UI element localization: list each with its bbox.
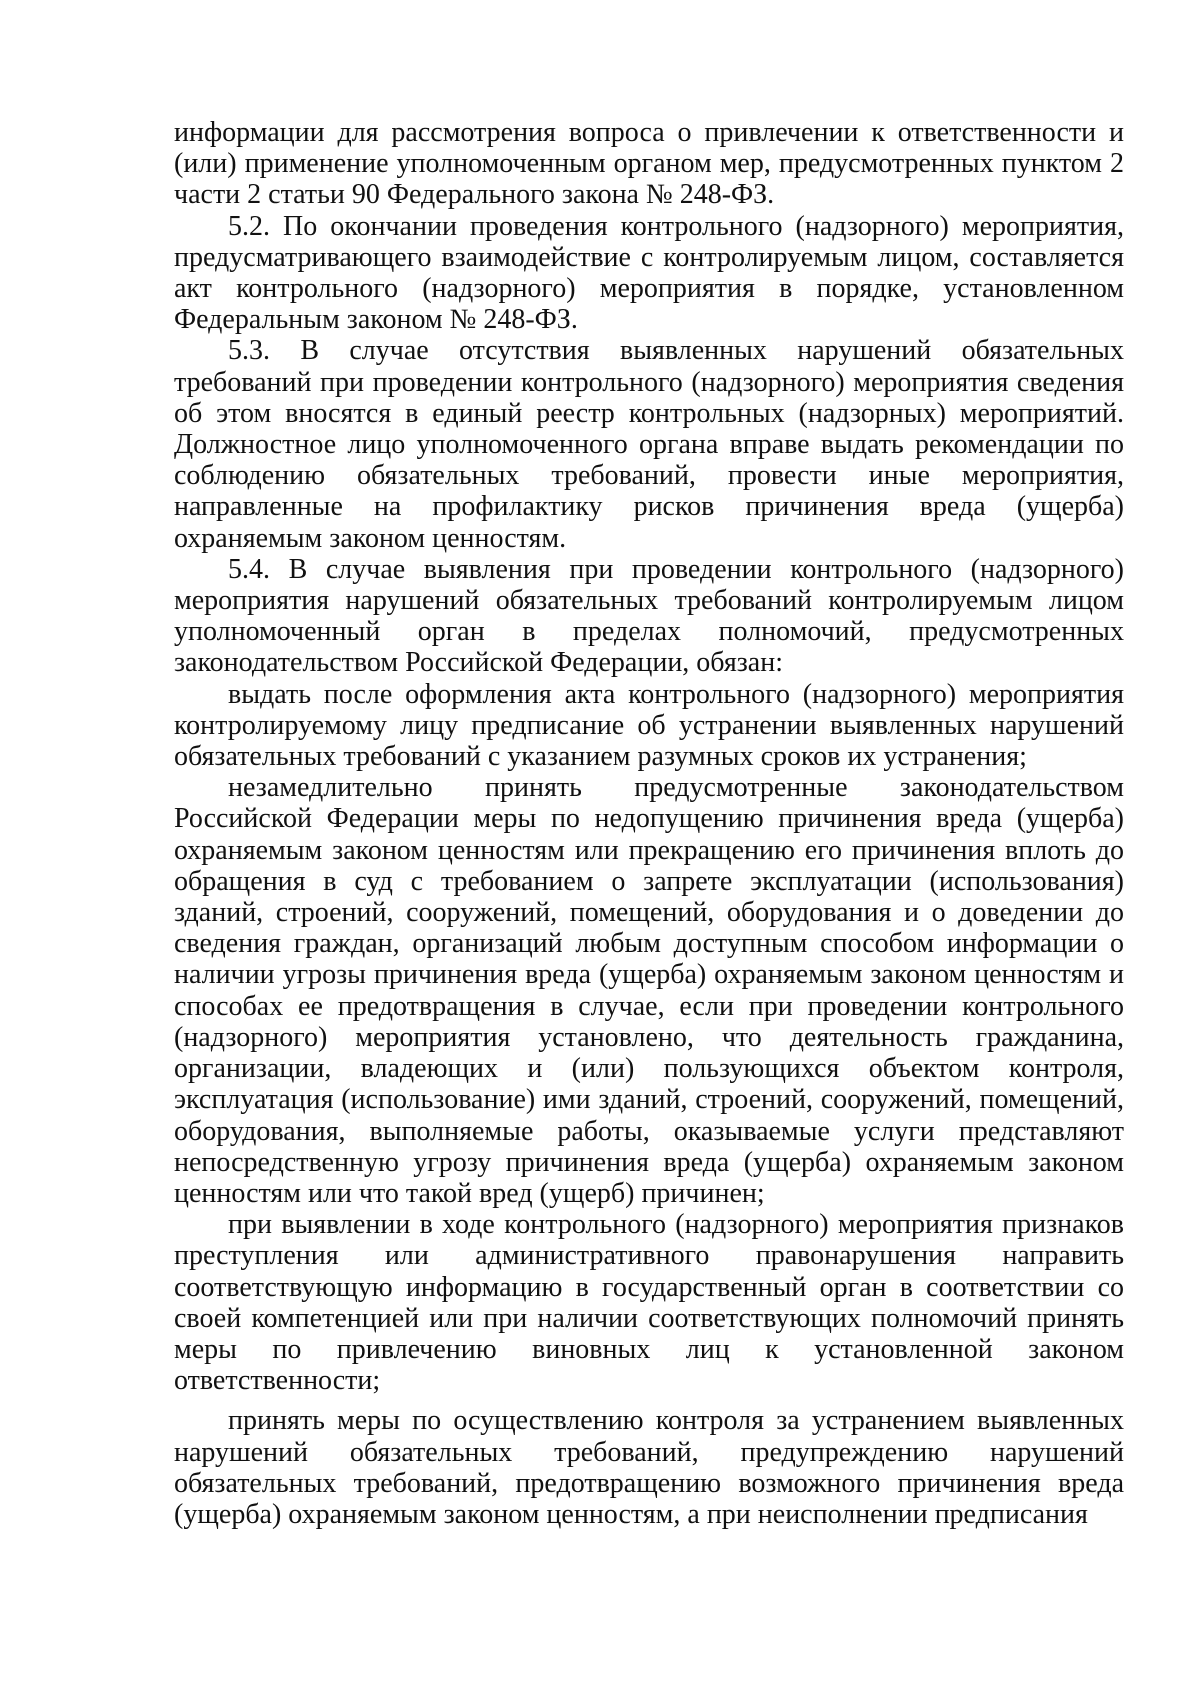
paragraph-issue-order: выдать после оформления акта контрольного (надзорного) мероприятия контролируемому лицу предписание об устранении выявленных нарушений обязательных требований с указанием разумных сроков их устранения; [174,678,1124,773]
paragraph-5-2: 5.2. По окончании проведения контрольного (надзорного) мероприятия, предусматривающего взаимодействие с контролируемым лицом, составляется акт контрольного (надзорного) мероприятия в порядке, установленном Федеральным законом № 248-ФЗ. [174,210,1124,336]
paragraph-control-measures: принять меры по осуществлению контроля за устранением выявленных нарушений обязательных требований, предупреждению нарушений обязательных требований, предотвращению возможного причинения вреда (ущерба) охраняемым законом ценностям, а при неисполнении предписания [174,1405,1124,1530]
paragraph-immediate-measures: незамедлительно принять предусмотренные законодательством Российской Федерации меры по недопущению причинения вреда (ущерба) охраняемым законом ценностям или прекращению его причинения вплоть до обращения в суд с требованием о запрете эксплуатации (использования) зданий, строений, сооружений, помещений, оборудования и о доведении до сведения граждан, организаций любым доступным способом информации о наличии угрозы причинения вреда (ущерба) охраняемым законом ценностям и способах ее предотвращения в случае, если при проведении контрольного (надзорного) мероприятия установлено, что деятельность гражданина, организации, владеющих и (или) пользующихся объектом контроля, эксплуатация (использование) ими зданий, строений, сооружений, помещений, оборудования, выполняемые работы, оказываемые услуги представляют непосредственную угрозу причинения вреда (ущерба) охраняемым законом ценностям или что такой вред (ущерб) причинен; [174,772,1124,1209]
paragraph-5-3: 5.3. В случае отсутствия выявленных нарушений обязательных требований при проведении контрольного (надзорного) мероприятия сведения об этом вносятся в единый реестр контрольных (надзорных) мероприятий. Должностное лицо уполномоченного органа вправе выдать рекомендации по соблюдению обязательных требований, провести иные мероприятия, направленные на профилактику рисков причинения вреда (ущерба) охраняемым законом ценностям. [174,335,1124,554]
paragraph-5-4: 5.4. В случае выявления при проведении контрольного (надзорного) мероприятия нарушений обязательных требований контролируемым лицом уполномоченный орган в пределах полномочий, предусмотренных законодательством Российской Федерации, обязан: [174,553,1124,679]
paragraph-continuation: информации для рассмотрения вопроса о привлечении к ответственности и (или) применение уполномоченным органом мер, предусмотренных пунктом 2 части 2 статьи 90 Федерального закона № 248-ФЗ. [174,117,1124,211]
document-body [174,117,1124,1530]
paragraph-crime-signs: при выявлении в ходе контрольного (надзорного) мероприятия признаков преступления или административного правонарушения направить соответствующую информацию в государственный орган в соответствии со своей компетенцией или при наличии соответствующих полномочий принять меры по привлечению виновных лиц к установленной законом ответственности; [174,1209,1124,1397]
